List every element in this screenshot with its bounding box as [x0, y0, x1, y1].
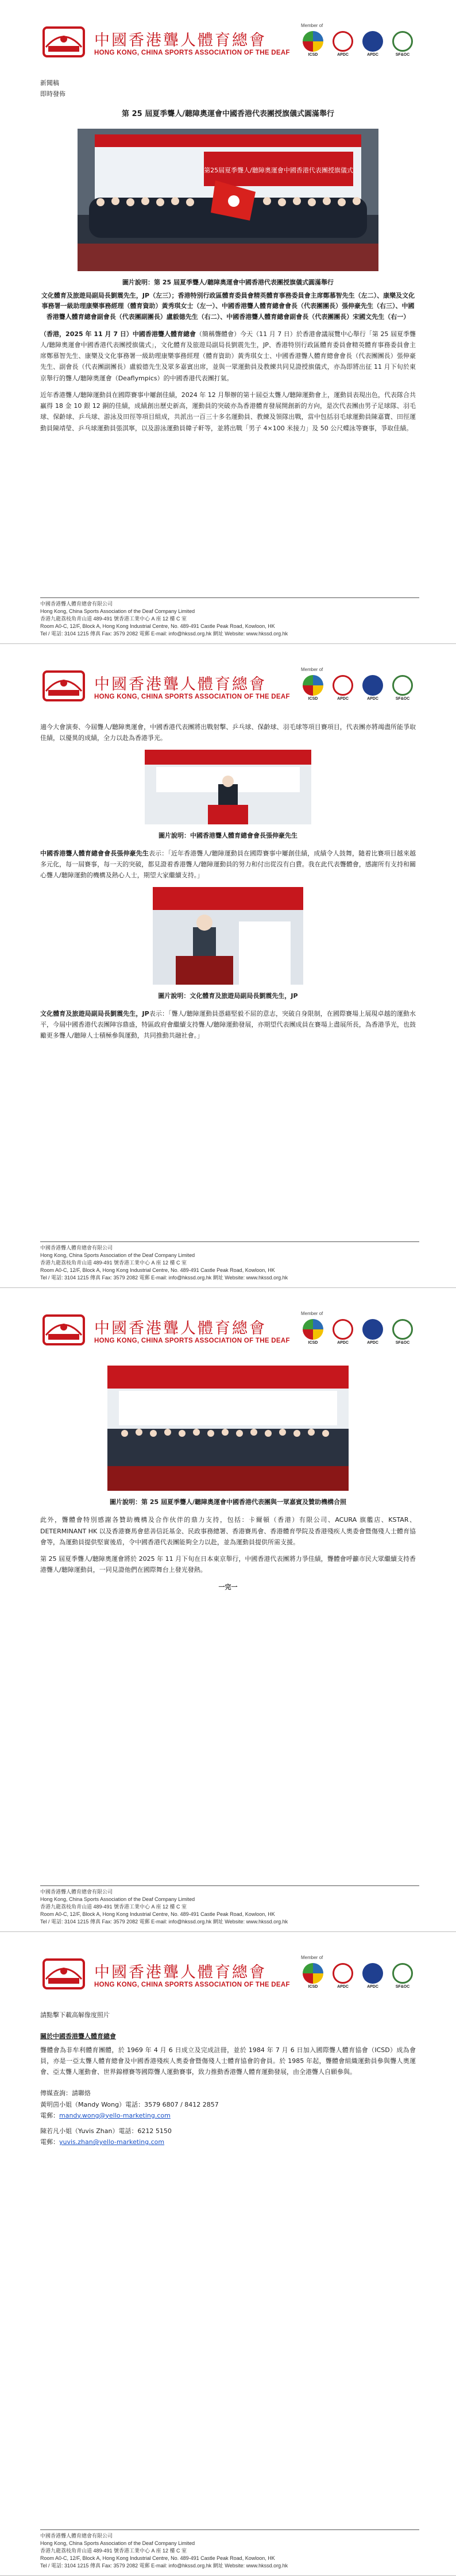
contact-2-name: 陳若凡小姐（Yuvis Zhan）電話：6212 5150 [40, 2127, 172, 2135]
member-logo-sfoc: SF&OC [391, 675, 415, 705]
org-name-cn: 中國香港聾人體育總會 [94, 32, 266, 49]
member-logo-apdc: APDC [331, 1963, 355, 1993]
member-logo-apdc-2: APDC [361, 31, 385, 61]
contact-2-email: 電郵：yuvis.zhan@yello-marketing.com [40, 2138, 165, 2146]
member-logo-apdc-2: APDC [361, 1963, 385, 1993]
member-logo-icsd: ICSD [301, 31, 325, 61]
page-footer: 中國香港聾人體育總會有限公司 Hong Kong, China Sports Association of the Deaf Company Limited 香港九龍荔枝角青山道 489-491 號香港工業中心 A 座 12 樓 C 室 Room A0-C, 12/F, Block A, Hong Kong Industrial Centre, No. 489-491 Castle Peak Road, Kowloon, HK Tel / 電話: 3104 1215 傳真 Fax: 3579 2082 電郵 E-mail: info@hkssd.org.hk 網址 Website: www.hkssd.org.hk [40, 1885, 419, 1926]
org-name-en: HONG KONG, CHINA SPORTS ASSOCIATION OF THE DEAF [94, 1981, 290, 1988]
photo-president-speech [145, 750, 311, 824]
member-logo-apdc: APDC [331, 1319, 355, 1349]
press-release-tag: 新聞稿 [40, 79, 59, 87]
contact-1-name: 黃明茵小姐（Mandy Wong）電話：3579 6807 / 8412 2857 [40, 2100, 219, 2108]
org-name-en: HONG KONG, CHINA SPORTS ASSOCIATION OF THE DEAF [94, 693, 290, 700]
member-logo-apdc: APDC [331, 675, 355, 705]
member-logos [299, 667, 419, 707]
org-name-en: HONG KONG, CHINA SPORTS ASSOCIATION OF THE DEAF [94, 1337, 290, 1344]
letterhead [40, 1311, 419, 1351]
member-logos [299, 1311, 419, 1351]
about-paragraph: 聾體會為非牟利體育團體，於 1969 年 4 月 6 日成立及完成註冊，並於 1984 年 7 月 6 日加入國際聾人體育協會（ICSD）成為會員，亦是一亞太聾人體育總會及中國香港殘疾人奧委會暨傷殘人士體育協會的會員。於 1985 年起，聾體會組織運動員參與聾人奧運會、亞太聾人運動會、世界錦標賽等國際聾人運動賽事，致力推動香港聾人體育運動發展，由全港聾人自願參與。 [40, 2046, 416, 2076]
org-name-cn: 中國香港聾人體育總會 [94, 676, 266, 693]
member-logo-apdc: APDC [331, 31, 355, 61]
member-logo-sfoc: SF&OC [391, 31, 415, 61]
letterhead [40, 23, 419, 63]
association-logo-icon [40, 1956, 87, 1992]
page-footer: 中國香港聾人體育總會有限公司 Hong Kong, China Sports Association of the Deaf Company Limited 香港九龍荔枝角青山道 489-491 號香港工業中心 A 座 12 樓 C 室 Room A0-C, 12/F, Block A, Hong Kong Industrial Centre, No. 489-491 Castle Peak Road, Kowloon, HK Tel / 電話: 3104 1215 傳真 Fax: 3579 2082 電郵 E-mail: info@hkssd.org.hk 網址 Website: www.hkssd.org.hk [40, 2529, 419, 2570]
paragraph-sponsors: 此外，聾體會特別感謝各贊助機構及合作伙伴的鼎力支持，包括：卡爾頓（香港）有限公司、ACURA 旗艦店、KSTAR、DETERMINANT HK 以及香港賽馬會慈善信託基金、民政事務總署、香港賽馬會、香港體育學院及香港殘疾人奧委會暨傷殘人士體育協會等，為運動員提供堅實後盾，令中國香港代表團能夠全力以赴，並為運動員提供所需支援。 [40, 1516, 416, 1546]
org-name-cn: 中國香港聾人體育總會 [94, 1320, 266, 1337]
member-logo-icsd: ICSD [301, 1963, 325, 1993]
paragraph-intro: （香港，2025 年 11 月 7 日）中國香港聾人體育總會（簡稱聾體會）今天（11 月 7 日）於香港會議展覽中心舉行「第 25 屆夏季聾人/聽障奧運會中國香港代表團授旗儀式」，文化體育及旅遊局副局長劉震先生，JP、香港特別行政區體育委員會精英體育事務委員會主席鄭慕智先生、康樂及文化事務署一級助理康樂事務經理（體育資助）黃秀琪女士、中國香港聾人體育總會會長（代表團團長）張伸豪先生、副會長（代表團副團長）盧毅德先生及眾多嘉賓出席，並與一眾運動員及教練共同見證授旗儀式，亦為即將出征 11 月下旬於東京舉行的聾人/聽障奧運會（Deaflympics）的中國香港代表團打氣。 [40, 330, 416, 382]
page-1 [0, 0, 456, 644]
association-logo-icon [40, 24, 87, 60]
member-of-label: Member of [301, 667, 323, 672]
paragraph-deputy-quote: 文化體育及旅遊局副局長劉震先生，JP表示：「聾人/聽障運動員憑藉堅毅不屈的意志，突破自身限制，在國際賽場上展現卓越的運動水平，今屆中國香港代表團陣容鼎盛，特區政府會繼續支持聾人/聽障運動發展，亦期望代表團成員在賽場上盡展所長，為香港爭光，也鼓勵更多聾人/聽障人士積極參與運動，共同推動共融社會。」 [40, 1009, 416, 1040]
immediate-release-tag: 即時發佈 [40, 90, 65, 98]
photo-caption-2: 圖片說明：中國香港聾人體育總會會長張伸豪先生 [159, 831, 297, 839]
svg-text:第25屆夏季聾人/聽障奧運會中國香港代表團授旗儀式: 第25屆夏季聾人/聽障奧運會中國香港代表團授旗儀式 [204, 167, 353, 175]
letterhead [40, 667, 419, 707]
page-2 [0, 644, 456, 1288]
photo-caption-1-detail: 文化體育及旅遊局副局長劉震先生，JP（左三）；香港特別行政區體育委員會精英體育事務委員會主席鄭慕智先生（左二）、康樂及文化事務署一級助理康樂事務經理（體育資助）黃秀琪女士（左一）、中國香港聾人體育總會會長（代表團團長）張伸豪先生（右三）、中國香港聾人體育總會副會長（代表團副團長）盧毅德先生（右二）、中國香港聾人體育總會副會長（代表團團長）宋國文先生（右一） [41, 291, 415, 321]
association-logo-icon [40, 1312, 87, 1348]
member-logos [299, 23, 419, 63]
contact-2-email-link[interactable]: yuvis.zhan@yello-marketing.com [59, 2138, 165, 2146]
letterhead [40, 1955, 419, 1995]
photo-flag-ceremony [78, 129, 378, 271]
association-logo-icon [40, 668, 87, 704]
photo-caption-4: 圖片說明：第 25 屆夏季聾人/聽障奧運會中國香港代表團與一眾嘉賓及贊助機構合照 [110, 1498, 346, 1506]
paragraph-continued: 適今大會演奏、今屆聾人/聽障奧運會，中國香港代表團將出戰射擊、乒乓球、保齡球、羽毛球等項目賽項目，代表團亦將竭盡所能爭取佳績，以優異的成績，全力以赴為香港爭光。 [40, 723, 416, 742]
member-of-label: Member of [301, 23, 323, 28]
download-photos-link[interactable]: 請點擊下載高解像度照片 [40, 2011, 110, 2019]
member-logo-sfoc: SF&OC [391, 1963, 415, 1993]
page-4 [0, 1932, 456, 2576]
contact-1-email: 電郵：mandy.wong@yello-marketing.com [40, 2111, 171, 2119]
member-logo-apdc-2: APDC [361, 1319, 385, 1349]
about-heading: 關於中國香港聾人體育總會 [40, 2033, 116, 2041]
photo-caption-1: 圖片說明：第 25 屆夏季聾人/聽障奧運會中國香港代表團授旗儀式圓滿舉行 [122, 279, 334, 287]
member-logo-sfoc: SF&OC [391, 1319, 415, 1349]
media-contact-heading: 傳媒查詢：請聯絡 [40, 2089, 91, 2097]
org-name-cn: 中國香港聾人體育總會 [94, 1964, 266, 1981]
page-footer: 中國香港聾人體育總會有限公司 Hong Kong, China Sports Association of the Deaf Company Limited 香港九龍荔枝角青山道 489-491 號香港工業中心 A 座 12 樓 C 室 Room A0-C, 12/F, Block A, Hong Kong Industrial Centre, No. 489-491 Castle Peak Road, Kowloon, HK Tel / 電話: 3104 1215 傳真 Fax: 3579 2082 電郵 E-mail: info@hkssd.org.hk 網址 Website: www.hkssd.org.hk [40, 597, 419, 638]
org-name-en: HONG KONG, CHINA SPORTS ASSOCIATION OF THE DEAF [94, 49, 290, 56]
contact-1-email-link[interactable]: mandy.wong@yello-marketing.com [59, 2111, 171, 2119]
member-logo-icsd: ICSD [301, 1319, 325, 1349]
page-3 [0, 1288, 456, 1932]
photo-caption-3: 圖片說明：文化體育及旅遊局副局長劉震先生，JP [158, 992, 298, 1000]
photo-deputy-secretary [153, 887, 303, 985]
member-logos [299, 1955, 419, 1995]
paragraph-president-quote: 中國香港聾人體育總會會長張伸豪先生表示：「近年香港聾人/聽障運動員在國際賽事中屢創佳績，成績令人鼓舞，隨着比賽項目越來越多元化，每一屆賽事，每一天的突破，都見證着香港聾人/聽障運動員的努力和付出從沒有白費。我在此代表聾體會，感謝所有支持和關心聾人/聽障運動的機構及熱心人士，期望大家繼續支持。」 [40, 849, 416, 880]
member-of-label: Member of [301, 1955, 323, 1960]
member-logo-apdc-2: APDC [361, 675, 385, 705]
press-release-title: 第 25 屆夏季聾人/聽障奧運會中國香港代表團授旗儀式圓滿舉行 [122, 109, 334, 118]
paragraph-closing: 第 25 屆夏季聾人/聽障奧運會將於 2025 年 11 月下旬在日本東京舉行，中國香港代表團將力爭佳績，聾體會呼籲市民大眾繼續支持香港聾人/聽障運動員，一同見證他們在國際舞台上發光發熱。 [40, 1555, 416, 1574]
photo-group-sponsors [107, 1366, 349, 1491]
member-of-label: Member of [301, 1311, 323, 1316]
page-footer: 中國香港聾人體育總會有限公司 Hong Kong, China Sports Association of the Deaf Company Limited 香港九龍荔枝角青山道 489-491 號香港工業中心 A 座 12 樓 C 室 Room A0-C, 12/F, Block A, Hong Kong Industrial Centre, No. 489-491 Castle Peak Road, Kowloon, HK Tel / 電話: 3104 1215 傳真 Fax: 3579 2082 電郵 E-mail: info@hkssd.org.hk 網址 Website: www.hkssd.org.hk [40, 1241, 419, 1282]
end-mark: 一完一 [218, 1583, 238, 1591]
paragraph-achievements: 近年香港聾人/聽障運動員在國際賽事中屢創佳績，2024 年 12 月舉辦的第十屆亞太聾人/聽障運動會上，運動員表現出色，代表隊合共贏得 18 金 10 銀 12 銅的佳績，成績創出歷史新高，運動員的突破亦為香港體育發展開創新的方向，是次代表團由男子足球隊、羽毛球、保齡球、乒乓球、游泳及田徑等項目組成，共派出一百三十多名運動員、教練及領隊出戰，當中包括羽毛球運動員陳嘉寶、田徑運動員陳靖瑩、乒乓球運動員張淇寧，以及游泳運動員韓子軒等，並將出戰「男子 4×100 米接力」及 50 公尺蝶泳等賽事，爭取佳績。 [40, 391, 416, 432]
member-logo-icsd: ICSD [301, 675, 325, 705]
